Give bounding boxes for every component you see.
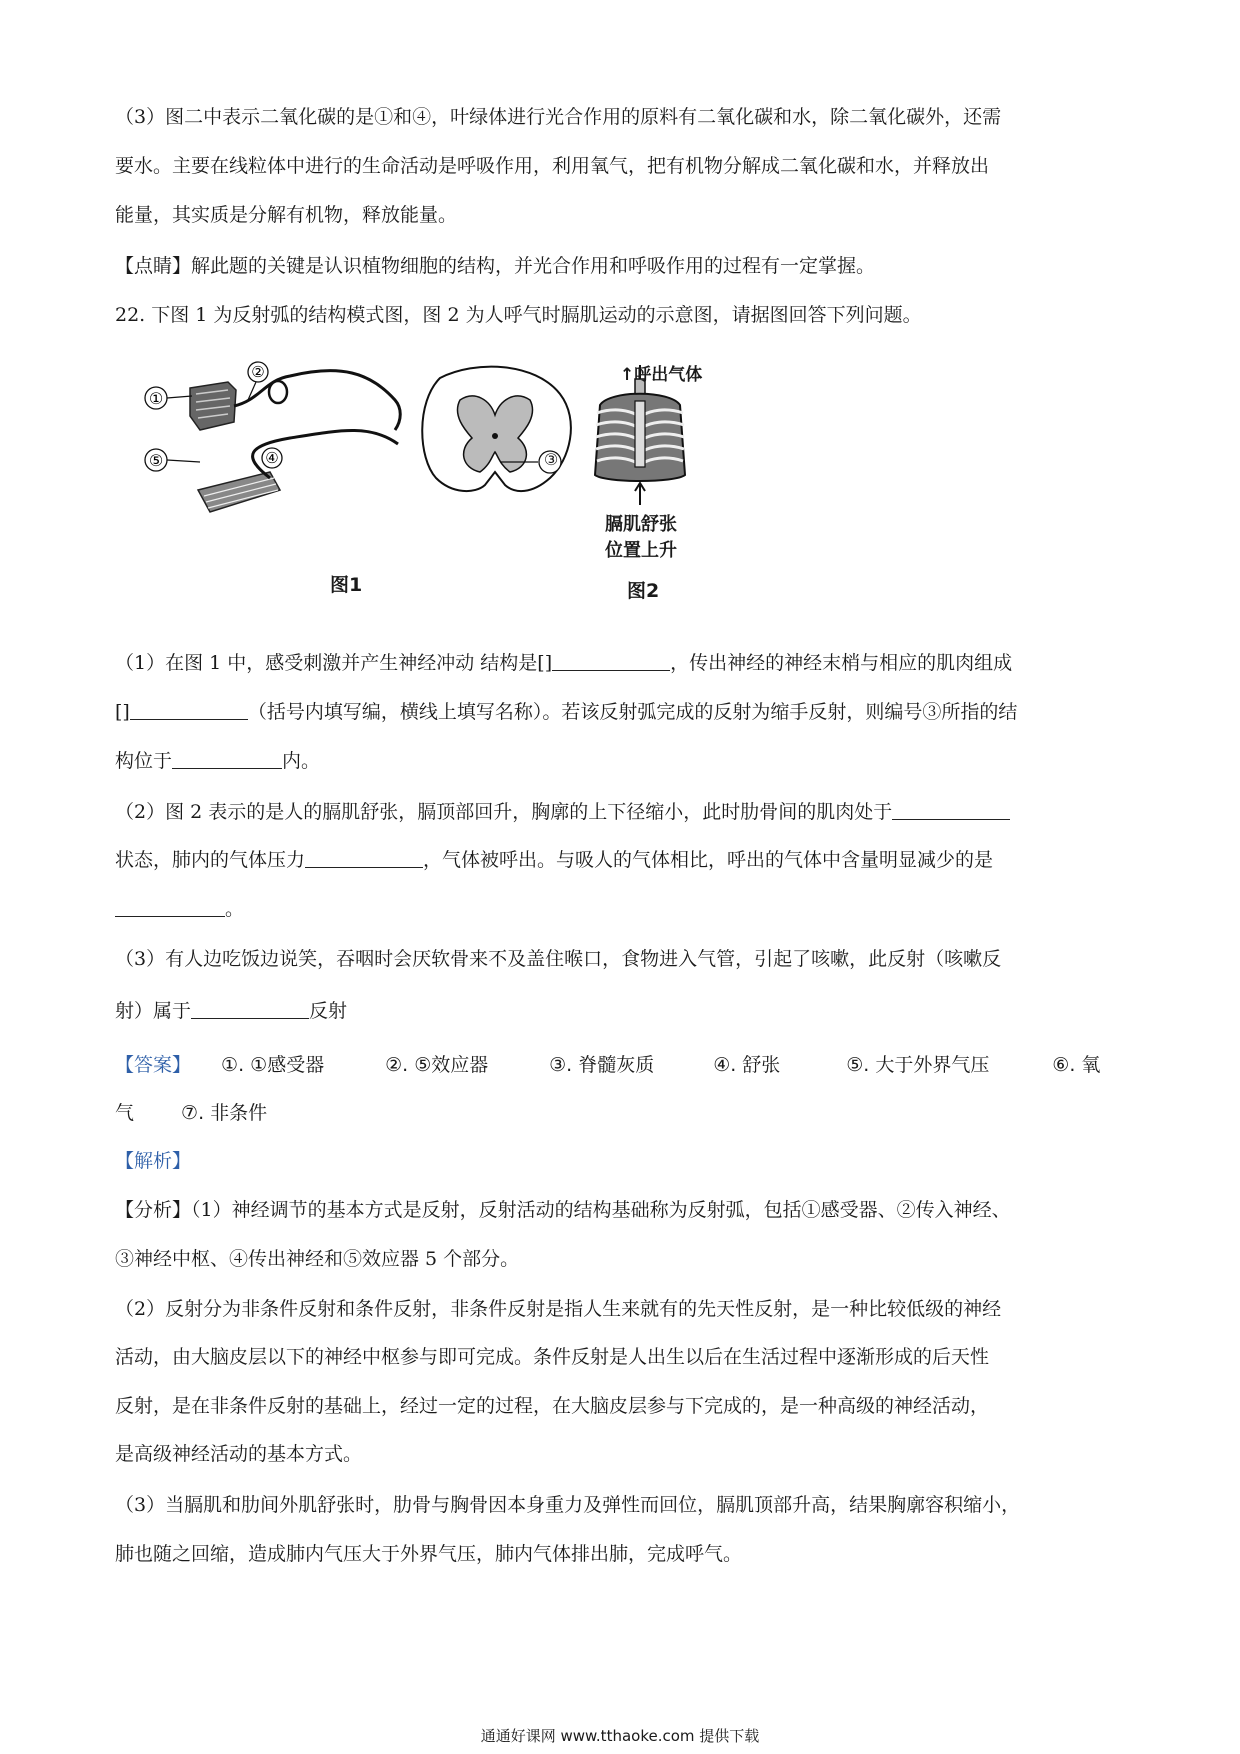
q1-blank-2 (130, 701, 248, 720)
answer-item-6-cont: 气 (115, 1102, 135, 1124)
question-stem: 22. 下图 1 为反射弧的结构模式图，图 2 为人呼气时膈肌运动的示意图，请据图回答下列问题。 (115, 304, 922, 326)
page-footer: 通通好课网 www.tthaoke.com 提供下载 (480, 1727, 760, 1745)
answer-item-2: ②. ⑤效应器 (385, 1054, 489, 1076)
q1-line-2 (115, 699, 1125, 725)
analysis-tag: 【解析】 (115, 1150, 192, 1172)
fig1-label-4: ④ (265, 449, 279, 467)
q3-line-1: （3）有人边吃饭边说笑，吞咽时会厌软骨来不及盖住喉口，食物进入气管，引起了咳嗽，此反射（咳嗽反 (115, 948, 1002, 970)
rib-cage (595, 394, 685, 481)
q1-text-f: 内。 (282, 750, 321, 772)
q1-text-b: ，传出神经的神经末梢与相应的肌肉组成 (670, 652, 1013, 674)
analysis-a-line-2: ③神经中枢、④传出神经和⑤效应器 5 个部分。 (115, 1248, 520, 1270)
q1-blank-1 (552, 652, 670, 671)
answer-line-2 (115, 1100, 1125, 1126)
q3-blank-1 (191, 1000, 309, 1019)
analysis-a-line-1: 【分析】（1）神经调节的基本方式是反射，反射活动的结构基础称为反射弧，包括①感受器、②传入神经、 (115, 1199, 1011, 1221)
fig2-bottom-label-2: 位置上升 (605, 540, 677, 561)
q1-text-e: 构位于 (115, 750, 173, 772)
fig1-label-3-text: ③ (543, 450, 559, 469)
dianjing-note: 【点睛】解此题的关键是认识植物细胞的结构，并光合作用和呼吸作用的过程有一定掌握。 (115, 255, 876, 277)
analysis-b-line-1: （2）反射分为非条件反射和条件反射，非条件反射是指人生来就有的先天性反射，是一种比较低级的神经 (115, 1298, 1002, 1320)
prev-answer-line-3: 能量，其实质是分解有机物，释放能量。 (115, 204, 458, 226)
receptor-tissue (190, 382, 236, 430)
fig1-label-1: ① (148, 389, 164, 408)
q3-line-2 (115, 998, 1125, 1024)
answer-item-5: ⑤. 大于外界气压 (846, 1054, 990, 1076)
q2-blank-1 (892, 801, 1010, 820)
reflex-arc-figure (140, 360, 580, 535)
q1-text-a: （1）在图 1 中，感受刺激并产生神经冲动 结构是[] (115, 652, 553, 674)
q2-blank-2 (305, 849, 423, 868)
q2-text-c: ，气体被呼出。与吸人的气体相比，呼出的气体中含量明显减少的是 (423, 849, 994, 871)
q3-text-b: 射）属于 (115, 1000, 192, 1022)
prev-answer-line-2: 要水。主要在线粒体中进行的生命活动是呼吸作用，利用氧气，把有机物分解成二氧化碳和水，并释放出 (115, 155, 990, 177)
q2-blank-3 (115, 898, 225, 917)
q1-line-1 (115, 650, 1125, 676)
q1-text-d: （括号内填写编，横线上填写名称）。若该反射弧完成的反射为缩手反射，则编号③所指的结 (247, 701, 1018, 723)
fig2-top-label-text: 呼出气体 (634, 365, 703, 385)
fig1-label-2: ② (251, 363, 265, 381)
fig1-caption: 图1 (330, 574, 363, 596)
ribcage-figure (585, 365, 695, 505)
analysis-b-line-3: 反射，是在非条件反射的基础上，经过一定的过程，在大脑皮层参与下完成的，是一种高级的神经活动， (115, 1395, 990, 1417)
analysis-c-line-2: 肺也随之回缩，造成肺内气压大于外界气压，肺内气体排出肺，完成呼气。 (115, 1543, 743, 1565)
q3-text-c: 反射 (309, 1000, 348, 1022)
q2-text-a: （2）图 2 表示的是人的膈肌舒张，膈顶部回升，胸廓的上下径缩小，此时肋骨间的肌肉处于 (115, 801, 893, 823)
q2-text-b: 状态，肺内的气体压力 (115, 849, 306, 871)
analysis-b-line-4: 是高级神经活动的基本方式。 (115, 1443, 363, 1465)
q2-line-1 (115, 799, 1125, 825)
answer-item-4: ④. 舒张 (713, 1054, 781, 1076)
answer-line-1 (115, 1052, 1125, 1078)
answer-item-1: ①. ①感受器 (221, 1054, 325, 1076)
analysis-b-line-2: 活动，由大脑皮层以下的神经中枢参与即可完成。条件反射是人出生以后在生活过程中逐渐形成的后天性 (115, 1346, 990, 1368)
answer-item-3: ③. 脊髓灰质 (549, 1054, 655, 1076)
up-arrow-icon: ↑ (620, 365, 635, 385)
q1-blank-3 (172, 750, 282, 769)
fig2-top-label (620, 360, 702, 385)
answer-tag: 【答案】 (115, 1054, 192, 1076)
analysis-c-line-1: （3）当膈肌和肋间外肌舒张时，肋骨与胸骨因本身重力及弹性而回位，膈肌顶部升高，结果胸廓容积缩小， (115, 1494, 1021, 1516)
q2-line-3 (115, 896, 1125, 922)
fig2-bottom-label-1: 膈肌舒张 (605, 514, 677, 535)
answer-item-7: ⑦. 非条件 (181, 1102, 268, 1124)
answer-item-6: ⑥. 氧 (1052, 1054, 1101, 1076)
prev-answer-line-1: （3）图二中表示二氧化碳的是①和④，叶绿体进行光合作用的原料有二氧化碳和水，除二氧化碳外，还需 (115, 106, 1002, 128)
fig1-label-5: ⑤ (148, 451, 164, 470)
q2-text-d: 。 (225, 898, 245, 920)
ganglion (269, 381, 287, 403)
q1-text-c: [] (115, 701, 130, 723)
q1-line-3 (115, 748, 1125, 774)
fig2-caption: 图2 (627, 580, 660, 602)
q2-line-2 (115, 847, 1125, 873)
